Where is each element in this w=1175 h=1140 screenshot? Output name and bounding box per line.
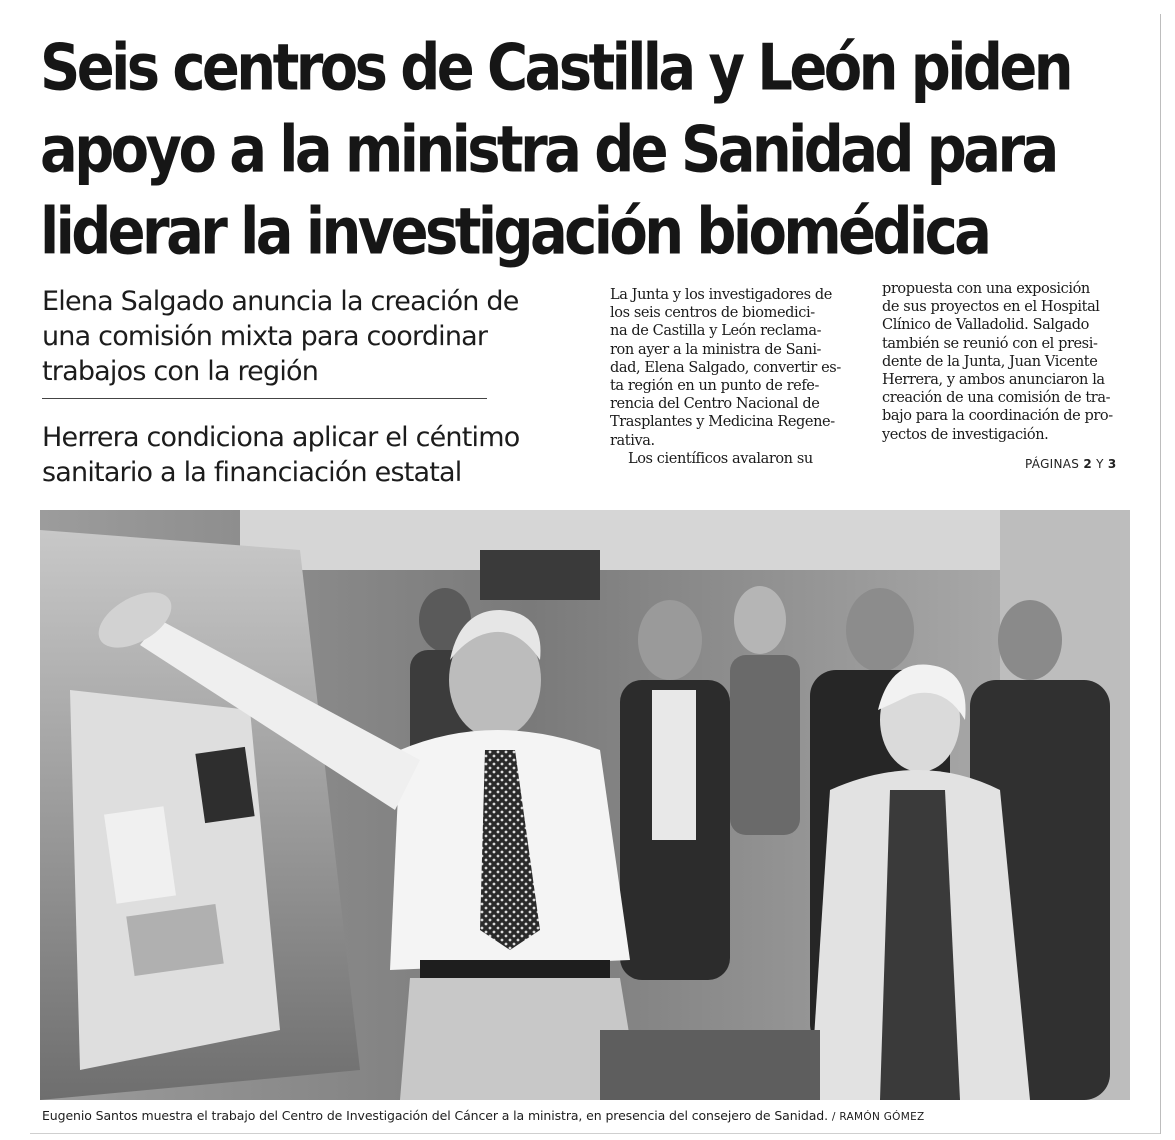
exhibition-poster bbox=[70, 690, 280, 1070]
photo-doorway bbox=[480, 550, 600, 600]
news-photo bbox=[40, 510, 1130, 1100]
body-line: creación de una comisión de tra- bbox=[882, 390, 1111, 407]
body-line: rencia del Centro Nacional de bbox=[610, 396, 820, 413]
body-line: rativa. bbox=[610, 432, 655, 449]
page-edge-rule bbox=[1160, 14, 1161, 1134]
page-reference-connector: Y bbox=[1096, 457, 1104, 471]
photo-ceiling bbox=[240, 510, 1130, 570]
bg-person-head bbox=[638, 600, 702, 680]
body-line: Trasplantes y Medicina Regene- bbox=[610, 414, 835, 431]
photo-caption-text: Eugenio Santos muestra el trabajo del Centro de Investigación del Cáncer a la ministra, en presencia del consejero de Sanidad. bbox=[42, 1108, 829, 1123]
bg-person-shirt bbox=[652, 690, 696, 840]
subheadline-divider bbox=[42, 398, 487, 399]
bg-person-body bbox=[730, 655, 800, 835]
body-line: La Junta y los investigadores de bbox=[610, 287, 832, 303]
poster-panel-light bbox=[104, 806, 176, 903]
subheadline-1 bbox=[42, 284, 572, 389]
body-line: Herrera, y ambos anunciaron la bbox=[882, 372, 1105, 389]
photo-floor bbox=[600, 1030, 820, 1100]
poster-panel-dark bbox=[195, 747, 254, 823]
body-line: Los científicos avalaron su bbox=[628, 450, 813, 467]
headline-line-1: Seis centros de Castilla y León piden bbox=[40, 31, 1071, 106]
body-line: dad, Elena Salgado, convertir es- bbox=[610, 359, 841, 376]
body-line: Clínico de Valladolid. Salgado bbox=[882, 317, 1089, 334]
page-reference bbox=[1025, 457, 1117, 471]
presenter-belt bbox=[420, 960, 610, 978]
body-line: de sus proyectos en el Hospital bbox=[882, 299, 1100, 316]
body-line: también se reunió con el presi- bbox=[882, 335, 1098, 352]
body-line: dente de la Junta, Juan Vicente bbox=[882, 353, 1098, 370]
headline-line-2: apoyo a la ministra de Sanidad para bbox=[40, 113, 1056, 188]
page-reference-label: PÁGINAS bbox=[1025, 457, 1080, 471]
subheadline-1-line-1: Elena Salgado anuncia la creación de bbox=[42, 286, 519, 317]
subheadline-2-line-1: Herrera condiciona aplicar el céntimo bbox=[42, 422, 520, 453]
bg-person-head bbox=[846, 588, 914, 672]
page-reference-page-b: 3 bbox=[1107, 457, 1117, 471]
poster-panel-mid bbox=[126, 904, 223, 976]
body-column-2 bbox=[882, 280, 1130, 444]
body-line: los seis centros de biomedici- bbox=[610, 305, 815, 322]
body-line: ta región en un punto de refe- bbox=[610, 378, 819, 395]
body-line: na de Castilla y León reclama- bbox=[610, 323, 822, 340]
body-line: ron ayer a la ministra de Sani- bbox=[610, 341, 822, 358]
page-reference-page-a: 2 bbox=[1083, 457, 1092, 471]
subheadline-2-line-2: sanitario a la financiación estatal bbox=[42, 457, 462, 488]
photo-caption bbox=[42, 1108, 925, 1123]
bg-person-head bbox=[734, 586, 786, 654]
subheadline-1-line-3: trabajos con la región bbox=[42, 356, 319, 387]
headline bbox=[40, 28, 1130, 274]
body-column-1 bbox=[610, 286, 858, 468]
body-line: bajo para la coordinación de pro- bbox=[882, 408, 1113, 425]
body-line: yectos de investigación. bbox=[882, 426, 1049, 443]
subheadline-2 bbox=[42, 420, 572, 490]
headline-line-3: liderar la investigación biomédica bbox=[40, 195, 989, 270]
body-line: propuesta con una exposición bbox=[882, 281, 1090, 297]
page-bottom-rule bbox=[30, 1133, 1160, 1134]
bg-person-head bbox=[998, 600, 1062, 680]
subheadline-1-line-2: una comisión mixta para coordinar bbox=[42, 321, 488, 352]
photo-credit: / RAMÓN GÓMEZ bbox=[831, 1111, 925, 1123]
